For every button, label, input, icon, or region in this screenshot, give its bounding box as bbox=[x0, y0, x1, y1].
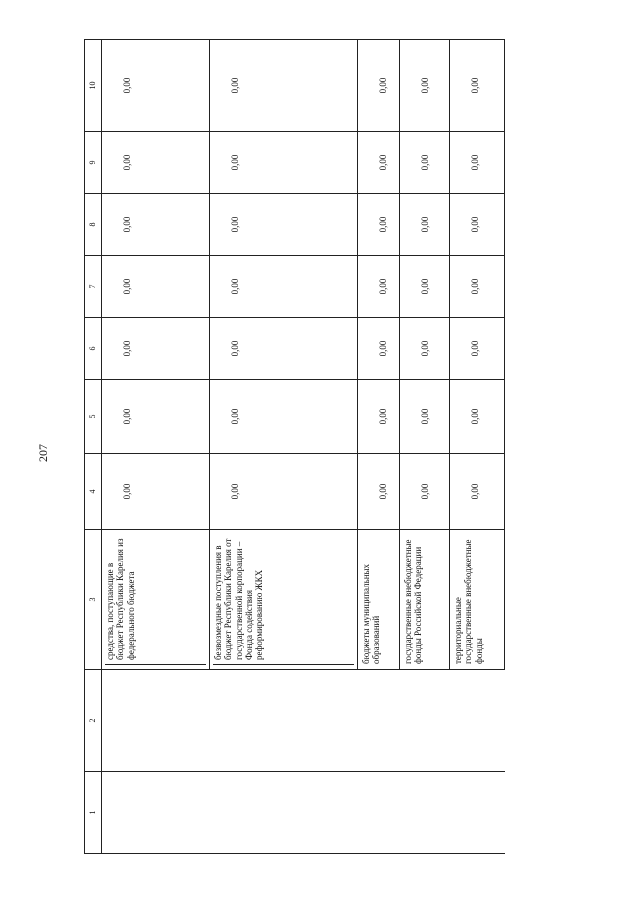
column-header: 8 bbox=[85, 194, 102, 256]
budget-table bbox=[84, 39, 505, 854]
value-cell: 0,00 bbox=[358, 380, 400, 454]
column-header: 2 bbox=[85, 670, 102, 772]
value-cell: 0,00 bbox=[358, 132, 400, 194]
source-label: средства, поступающие в бюджет Республики Карелия из федерального бюджета bbox=[105, 535, 206, 665]
rotated-table-frame bbox=[84, 40, 505, 854]
source-label-cell: государственные внебюджетные фонды Российской Федерации bbox=[400, 530, 450, 670]
value-cell: 0,00 bbox=[102, 380, 210, 454]
value-cell: 0,00 bbox=[102, 256, 210, 318]
table-row bbox=[102, 40, 210, 854]
page-number: 207 bbox=[35, 444, 50, 462]
value-cell: 0,00 bbox=[210, 40, 358, 132]
column-header: 6 bbox=[85, 318, 102, 380]
source-label-cell bbox=[102, 530, 210, 670]
column-header: 9 bbox=[85, 132, 102, 194]
value-cell: 0,00 bbox=[400, 454, 450, 530]
value-cell: 0,00 bbox=[400, 40, 450, 132]
row-number-cell bbox=[102, 772, 505, 854]
value-cell: 0,00 bbox=[450, 256, 505, 318]
source-label-cell: бюджеты муниципальных образований bbox=[358, 530, 400, 670]
value-cell: 0,00 bbox=[450, 318, 505, 380]
column-header: 10 bbox=[85, 40, 102, 132]
value-cell: 0,00 bbox=[450, 194, 505, 256]
value-cell: 0,00 bbox=[450, 132, 505, 194]
column-header-row bbox=[85, 40, 102, 854]
source-label-cell: территориальные государственные внебюджетные фонды bbox=[450, 530, 505, 670]
source-label-cell bbox=[210, 530, 358, 670]
column-header: 4 bbox=[85, 454, 102, 530]
program-name-cell bbox=[102, 670, 505, 772]
value-cell: 0,00 bbox=[102, 454, 210, 530]
value-cell: 0,00 bbox=[400, 256, 450, 318]
column-header: 3 bbox=[85, 530, 102, 670]
value-cell: 0,00 bbox=[400, 318, 450, 380]
source-label: безвозмездные поступления в бюджет Республики Карелия от государственной корпорации – Фонда содействия реформированию ЖКХ bbox=[213, 535, 354, 665]
value-cell: 0,00 bbox=[450, 40, 505, 132]
value-cell: 0,00 bbox=[210, 318, 358, 380]
value-cell: 0,00 bbox=[358, 318, 400, 380]
column-header: 5 bbox=[85, 380, 102, 454]
value-cell: 0,00 bbox=[358, 194, 400, 256]
column-header: 7 bbox=[85, 256, 102, 318]
value-cell: 0,00 bbox=[102, 132, 210, 194]
value-cell: 0,00 bbox=[102, 318, 210, 380]
value-cell: 0,00 bbox=[210, 256, 358, 318]
value-cell: 0,00 bbox=[210, 132, 358, 194]
value-cell: 0,00 bbox=[210, 194, 358, 256]
value-cell: 0,00 bbox=[358, 256, 400, 318]
value-cell: 0,00 bbox=[210, 380, 358, 454]
value-cell: 0,00 bbox=[450, 454, 505, 530]
value-cell: 0,00 bbox=[210, 454, 358, 530]
column-header: 1 bbox=[85, 772, 102, 854]
value-cell: 0,00 bbox=[358, 40, 400, 132]
value-cell: 0,00 bbox=[400, 132, 450, 194]
value-cell: 0,00 bbox=[450, 380, 505, 454]
table-container bbox=[84, 40, 505, 854]
value-cell: 0,00 bbox=[400, 194, 450, 256]
value-cell: 0,00 bbox=[358, 454, 400, 530]
value-cell: 0,00 bbox=[400, 380, 450, 454]
value-cell: 0,00 bbox=[102, 40, 210, 132]
value-cell: 0,00 bbox=[102, 194, 210, 256]
